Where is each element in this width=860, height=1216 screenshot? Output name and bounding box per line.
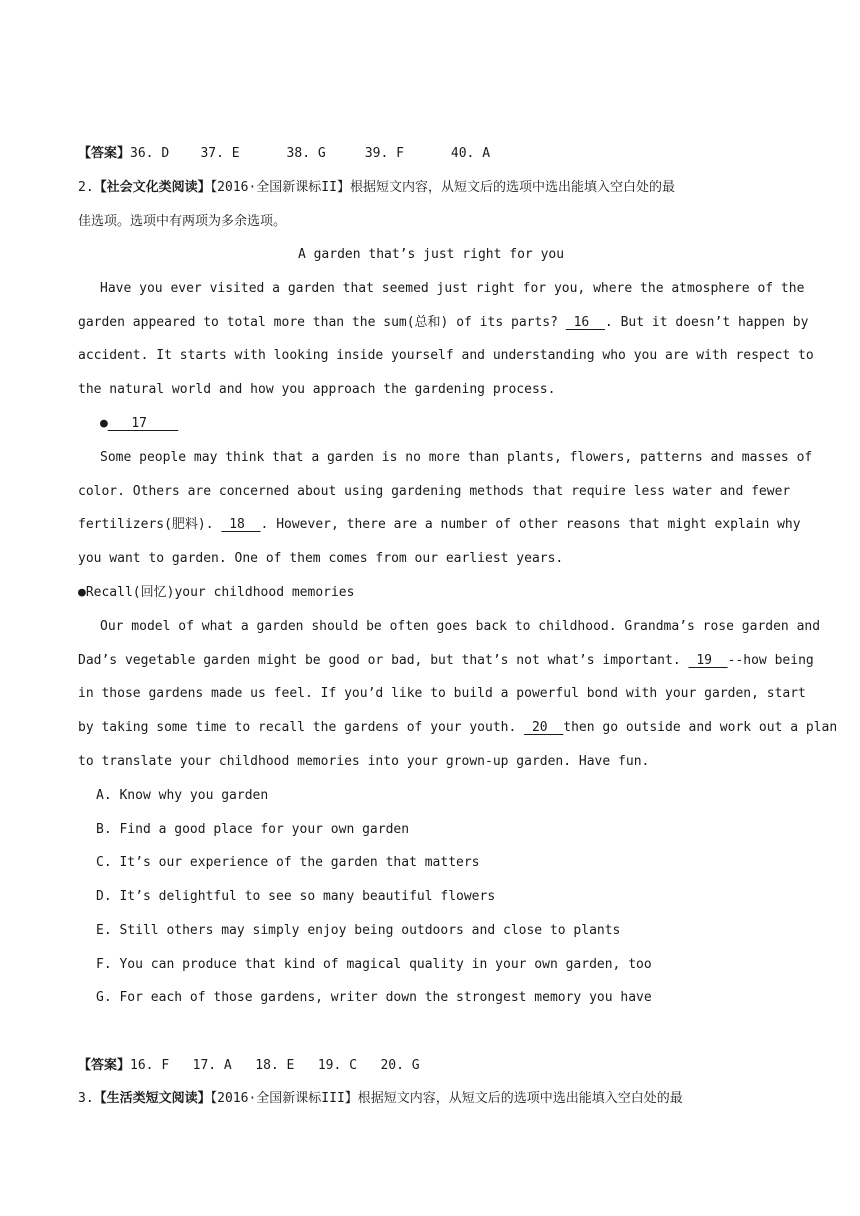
question-2-header (78, 178, 784, 198)
option-d (96, 887, 784, 907)
blank-19 (688, 653, 727, 668)
heading-blank-17 (100, 414, 806, 434)
option-text: C. It’s our experience of the garden that matters (96, 855, 480, 870)
question-instruction: 根据短文内容，从短文后的选项中选出能填入空白处的最 (357, 1091, 683, 1106)
subheading-text: Recall(回忆)your childhood memories (85, 585, 355, 600)
text: Some people may think that a garden is no more than plants, flowers, patterns and masses of (100, 450, 813, 465)
question-instruction: 根据短文内容，从短文后的选项中选出能填入空白处的最 (349, 180, 675, 195)
text: then go outside and work out a plan (563, 720, 838, 735)
answer-line-2 (78, 1056, 784, 1076)
paragraph-2-line-4 (78, 549, 784, 569)
blank-number: 17 (131, 416, 147, 431)
text: to translate your childhood memories into your grown-up garden. Have fun. (78, 754, 650, 769)
paragraph-3-line-2 (78, 651, 814, 671)
question-category: 【社会文化类阅读】 (93, 180, 211, 195)
text: Dad’s vegetable garden might be good or bad, but that’s not what’s important. (78, 653, 689, 668)
option-e (96, 921, 784, 941)
text: Have you ever visited a garden that seemed just right for you, where the atmosphere of the (100, 281, 805, 296)
paragraph-1-line-3 (78, 346, 814, 366)
paragraph-3-line-1 (100, 617, 821, 637)
text: accident. It starts with looking inside yourself and understanding who you are with respect to (78, 348, 814, 363)
option-text: E. Still others may simply enjoy being outdoors and close to plants (96, 923, 621, 938)
answer-label: 【答案】 (78, 146, 131, 161)
question-category: 【生活类短文阅读】 (93, 1091, 211, 1106)
text: garden appeared to total more than the sum(总和) of its parts? (78, 315, 566, 330)
option-text: D. It’s delightful to see so many beautiful flowers (96, 889, 496, 904)
blank-17 (108, 416, 178, 431)
paragraph-3-line-3 (78, 684, 806, 704)
blank-number: 16 (573, 315, 590, 330)
option-text: B. Find a good place for your own garden (96, 822, 410, 837)
bullet-icon: ● (100, 416, 108, 431)
option-a (96, 786, 784, 806)
blank-number: 18 (229, 517, 245, 532)
blank-16 (566, 315, 605, 330)
option-text: F. You can produce that kind of magical quality in your own garden, too (96, 957, 652, 972)
question-number: 3. (78, 1091, 94, 1106)
paragraph-2-line-3 (78, 515, 801, 535)
text: in those gardens made us feel. If you’d like to build a powerful bond with your garden, start (78, 686, 806, 701)
text: . However, there are a number of other reasons that might explain why (260, 517, 801, 532)
text: by taking some time to recall the gardens of your youth. (78, 720, 525, 735)
blank-18 (221, 517, 260, 532)
bullet-icon: ● (78, 585, 86, 600)
text: Our model of what a garden should be often goes back to childhood. Grandma’s rose garden and (100, 619, 821, 634)
passage-title (78, 245, 784, 265)
option-f (96, 955, 784, 975)
paragraph-1-line-2 (78, 313, 809, 333)
option-b (96, 820, 784, 840)
question-2-instruction-cont (78, 212, 784, 232)
text: color. Others are concerned about using gardening methods that require less water and fewer (78, 484, 791, 499)
paragraph-3-line-5 (78, 752, 784, 772)
text: fertilizers(肥料). (78, 517, 222, 532)
option-g (96, 988, 784, 1008)
paragraph-1-line-4 (78, 380, 784, 400)
option-text: G. For each of those gardens, writer down the strongest memory you have (96, 990, 652, 1005)
answer-text: 36. D 37. E 38. G 39. F 40. A (130, 146, 491, 161)
paragraph-1-line-1 (100, 279, 805, 299)
blank-number: 20 (531, 720, 548, 735)
blank-20 (524, 720, 563, 735)
question-3-header (78, 1089, 784, 1109)
paragraph-3-line-4 (78, 718, 838, 738)
option-c (96, 853, 784, 873)
paragraph-2-line-2 (78, 482, 791, 502)
option-text: A. Know why you garden (96, 788, 269, 803)
text: . But it doesn’t happen by (604, 315, 809, 330)
answer-text: 16. F 17. A 18. E 19. C 20. G (130, 1058, 420, 1073)
answer-label: 【答案】 (78, 1058, 131, 1073)
question-number: 2. (78, 180, 94, 195)
text: the natural world and how you approach the gardening process. (78, 382, 556, 397)
question-source: 【2016·全国新课标III】 (210, 1091, 358, 1106)
passage-title-text: A garden that’s just right for you (297, 247, 565, 262)
answer-line-1 (78, 144, 784, 164)
blank-number: 19 (696, 653, 712, 668)
subheading-recall (78, 583, 784, 603)
paragraph-2-line-1 (100, 448, 813, 468)
question-source: 【2016·全国新课标II】 (210, 180, 350, 195)
text: you want to garden. One of them comes from our earliest years. (78, 551, 564, 566)
text: --how being (727, 653, 814, 668)
question-instruction-cont: 佳选项。选项中有两项为多余选项。 (78, 214, 287, 229)
